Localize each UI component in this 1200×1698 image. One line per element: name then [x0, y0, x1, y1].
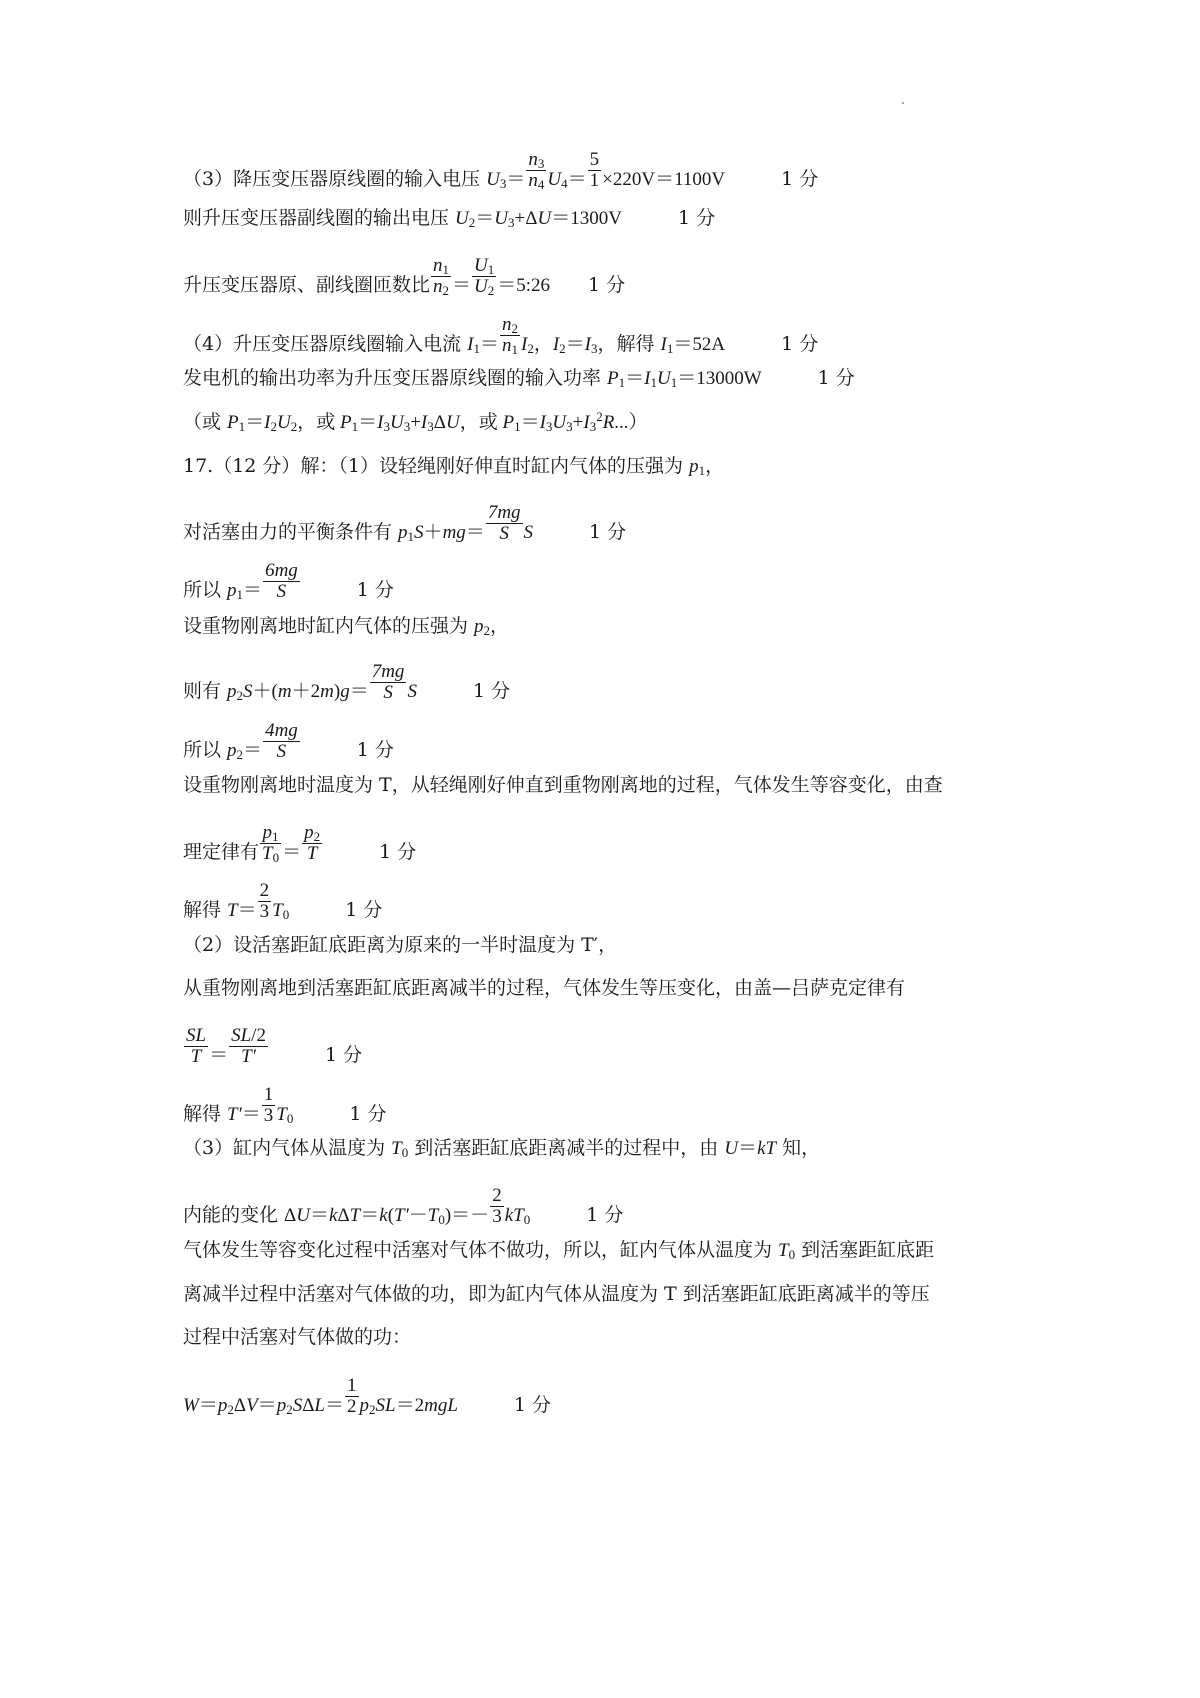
- line-work-result: [183, 1375, 552, 1427]
- formula-p1: $P_1=I_1U_1=13000W$: [607, 368, 762, 390]
- formula-balance: $p_1S+mg=$ $\frac{7mg}{S}$ S: [398, 502, 534, 544]
- formula-i1: $I_1=$ $\frac{n_2}{n_1}$ $I_2$，$I_2=I_3$: [467, 314, 598, 357]
- line-t-result: [183, 880, 383, 932]
- formula-delta-u: $\Delta U=k\Delta T=k(T'-T_0)=-$ $\frac{2}{3}$ $kT_0$: [284, 1185, 531, 1227]
- line-isochoric-intro: [183, 773, 943, 797]
- line-text-mid: ，解得: [597, 332, 661, 355]
- line-text: 则有: [183, 679, 228, 702]
- line-piston-balance: [183, 502, 627, 554]
- line-p2-result: [183, 720, 394, 772]
- line-text: 内能的变化: [183, 1203, 285, 1226]
- line-part3-intro: [183, 1136, 820, 1161]
- formula-u2: $U_2=U_3+\Delta U=1300V$: [455, 208, 622, 230]
- score-label: 1 分: [781, 332, 819, 355]
- line-text: 从重物刚离地到活塞距缸底距离减半的过程，气体发生等压变化，由盖—吕萨克定律有: [183, 977, 906, 999]
- line-text-end: 知，: [776, 1137, 821, 1159]
- line-internal-energy: [183, 1185, 624, 1237]
- formula-alternatives: $P_1=I_2U_2$，或 $P_1=I_3U_3+I_3\Delta U$，或 $P_1=I_3U_3+I_3^2R$...）: [227, 409, 648, 434]
- formula-p1-symbol: $p_1$，: [689, 456, 725, 478]
- formula-p2-balance: $p_2S+(m+2m)g=$ $\frac{7mg}{S}$ S: [227, 661, 417, 703]
- line-text-end: 到活塞距缸底距: [795, 1239, 935, 1261]
- line-text: （4）升压变压器原线圈输入电流: [183, 332, 468, 355]
- line-text: 所以: [183, 578, 228, 601]
- line-part2-intro: [183, 933, 617, 957]
- line-text: （或: [183, 411, 228, 433]
- formula-charles: $\frac{p_1}{T_0}$ ＝ $\frac{p_2}{T}$: [262, 822, 321, 865]
- score-label: 1 分: [781, 167, 819, 190]
- formula-ukt: U＝kT: [724, 1138, 777, 1159]
- score-label: 1 分: [379, 840, 417, 863]
- line-text: 离减半过程中活塞对气体做的功，即为缸内气体从温度为 T 到活塞距缸底距离减半的等压: [183, 1283, 930, 1305]
- formula-work: $W=p_2\Delta V=p_2S\Delta L=$ $\frac{1}{2}$ $p_2SL=2mgL$: [183, 1375, 458, 1417]
- line-text: 发电机的输出功率为升压变压器原线圈的输入功率: [183, 367, 608, 389]
- line-text: 理定律有: [183, 840, 260, 863]
- formula-gay-lussac: $\frac{SL}{T}$ ＝ $\frac{SL/2}{T'}$: [186, 1025, 266, 1067]
- line-text: 所以: [183, 738, 228, 761]
- score-label: 1 分: [677, 207, 716, 229]
- line-text: 气体发生等容变化过程中活塞对气体不做功，所以，缸内气体从温度为: [183, 1239, 779, 1261]
- line-work-explain-2: [183, 1282, 930, 1306]
- line-text: 对活塞由力的平衡条件有: [183, 520, 399, 543]
- score-label: 1 分: [817, 367, 855, 389]
- line-text: 17.（12 分）解：（1）设轻绳刚好伸直时缸内气体的压强为: [183, 455, 690, 477]
- line-transformer-input-voltage: [183, 149, 819, 201]
- line-alternatives: [183, 410, 648, 435]
- formula-p2-symbol: $p_2$，: [474, 616, 510, 638]
- formula-tprime-result: T′＝ $\frac{1}{3}$ $T_0$: [227, 1084, 294, 1126]
- line-q17-intro: [183, 454, 724, 479]
- line-work-explain-3: [183, 1325, 411, 1349]
- score-label: 1 分: [349, 1102, 387, 1125]
- line-work-explain-1: [183, 1238, 934, 1263]
- formula-t0: $T_0$: [391, 1138, 409, 1160]
- formula-i1-result: $I_1=52A$: [660, 333, 726, 356]
- line-p2-balance: [183, 661, 511, 713]
- score-label: 1 分: [513, 1393, 552, 1416]
- line-turns-ratio: [183, 255, 626, 307]
- formula-p2-result: $p_2=$ $\frac{4mg}{S}$: [227, 720, 298, 762]
- line-generator-power: [183, 366, 855, 391]
- formula-ratio: $\frac{n_1}{n_2}$ ＝ $\frac{U_1}{U_2}$ ＝5:26: [433, 255, 551, 298]
- score-label: 1 分: [324, 1043, 363, 1066]
- line-text: 设重物刚离地时缸内气体的压强为: [183, 615, 475, 637]
- line-text: （3）降压变压器原线圈的输入电压: [183, 167, 487, 190]
- formula-u3: $U_3=$ $\frac{n_3}{n_4}$ $U_4=$ $\frac{5}{1}$ ×220V＝1100V: [486, 149, 726, 192]
- score-label: 1 分: [589, 520, 627, 543]
- score-label: 1 分: [588, 273, 626, 296]
- formula-t0: $T_0$: [778, 1240, 796, 1262]
- score-label: 1 分: [472, 679, 511, 702]
- speck-mark: [902, 102, 904, 104]
- score-label: 1 分: [356, 578, 394, 601]
- score-label: 1 分: [345, 898, 383, 921]
- line-text: （2）设活塞距缸底距离为原来的一半时温度为 T′，: [183, 934, 618, 956]
- line-gay-lussac: [183, 1025, 363, 1077]
- formula-t-result: T＝ $\frac{2}{3}$ $T_0$: [227, 880, 290, 922]
- line-text: 则升压变压器副线圈的输出电压: [183, 207, 456, 229]
- line-text: 升压变压器原、副线圈匝数比: [183, 273, 431, 296]
- score-label: 1 分: [356, 738, 394, 761]
- line-charles-law: [183, 822, 417, 874]
- score-label: 1 分: [586, 1203, 624, 1226]
- line-text: 解得: [183, 1102, 228, 1125]
- line-text: 解得: [183, 898, 228, 921]
- line-tprime-result: [183, 1084, 387, 1136]
- line-text: 过程中活塞对气体做的功：: [183, 1326, 412, 1348]
- line-p1-result: [183, 560, 394, 612]
- formula-p1-result: $p_1=$ $\frac{6mg}{S}$: [227, 560, 298, 602]
- line-text-mid: 到活塞距缸底距离减半的过程中，由: [408, 1137, 725, 1159]
- line-text: （3）缸内气体从温度为: [183, 1137, 392, 1159]
- line-text: 设重物刚离地时温度为 T，从轻绳刚好伸直到重物刚离地的过程，气体发生等容变化，由查: [183, 774, 943, 796]
- line-output-voltage: [183, 206, 715, 231]
- line-isobaric-intro: [183, 976, 905, 1000]
- line-input-current: [183, 314, 819, 366]
- line-p2-intro: [183, 614, 509, 639]
